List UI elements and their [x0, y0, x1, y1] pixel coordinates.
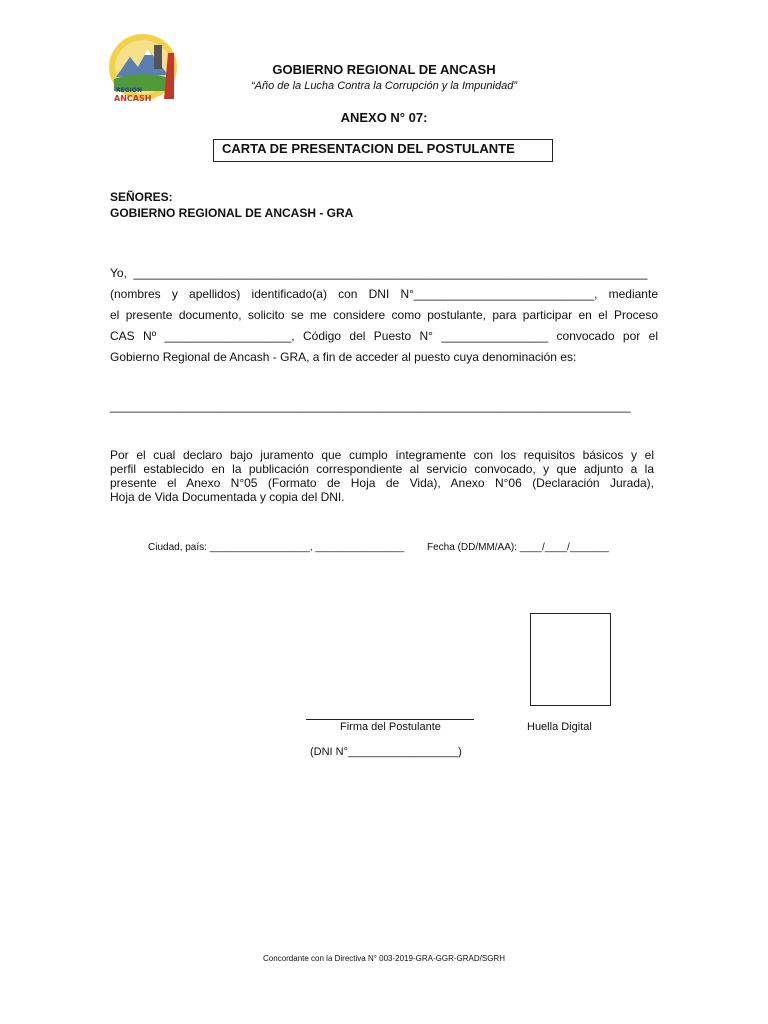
fingerprint-label: Huella Digital	[527, 721, 592, 733]
organization-motto: “Año de la Lucha Contra la Corrupción y la Impunidad”	[251, 80, 517, 92]
declaration-paragraph	[110, 448, 654, 504]
annex-label: ANEXO N° 07:	[340, 110, 428, 125]
organization-name: GOBIERNO REGIONAL DE ANCASH	[272, 62, 496, 77]
declaration-line-3: presente el Anexo N°05 (Formato de Hoja de Vida), Anexo N°06 (Declaración Jurada),	[110, 476, 654, 490]
letter-body	[110, 263, 658, 368]
body-line-3: el presente documento, solicito se me considere como postulante, para participar en el Proceso	[110, 308, 658, 322]
body-line-5: Gobierno Regional de Ancash - GRA, a fin de acceder al puesto cuya denominación es:	[110, 350, 577, 364]
declaration-line-2: perfil establecido en la publicación correspondiente al servicio convocado, y que adjunto a la	[110, 462, 654, 476]
declaration-line-1: Por el cual declaro bajo juramento que cumplo íntegramente con los requisitos básicos y el	[110, 448, 654, 462]
body-line-4: CAS Nº ___________________, Código del Puesto N° ________________ convocado por el	[110, 329, 658, 343]
signature-dni: (DNI N°__________________)	[310, 746, 462, 758]
declaration-line-4: Hoja de Vida Documentada y copia del DNI.	[110, 490, 345, 504]
document-title: CARTA DE PRESENTACION DEL POSTULANTE	[222, 141, 515, 156]
svg-text:ANCASH: ANCASH	[114, 94, 152, 103]
signature-line	[306, 719, 474, 720]
footer-reference: Concordante con la Directiva N° 003-2019-GRA-GGR-GRAD/SGRH	[263, 954, 505, 963]
date-field: Fecha (DD/MM/AA): ____/____/_______	[427, 542, 609, 553]
addressee-line-2: GOBIERNO REGIONAL DE ANCASH - GRA	[110, 206, 354, 220]
addressee-line-1: SEÑORES:	[110, 190, 173, 204]
body-line-2: (nombres y apellidos) identificado(a) con DNI N°___________________________, mediante	[110, 287, 658, 301]
fingerprint-box	[530, 613, 611, 706]
body-line-1: Yo, _____________________________________________________________________________	[110, 266, 648, 280]
svg-text:REGION: REGION	[116, 87, 142, 94]
city-country-field: Ciudad, país: __________________, ________________	[148, 542, 405, 553]
position-name-blank: ______________________________________________________________________________	[110, 399, 631, 413]
signature-label: Firma del Postulante	[340, 721, 441, 733]
